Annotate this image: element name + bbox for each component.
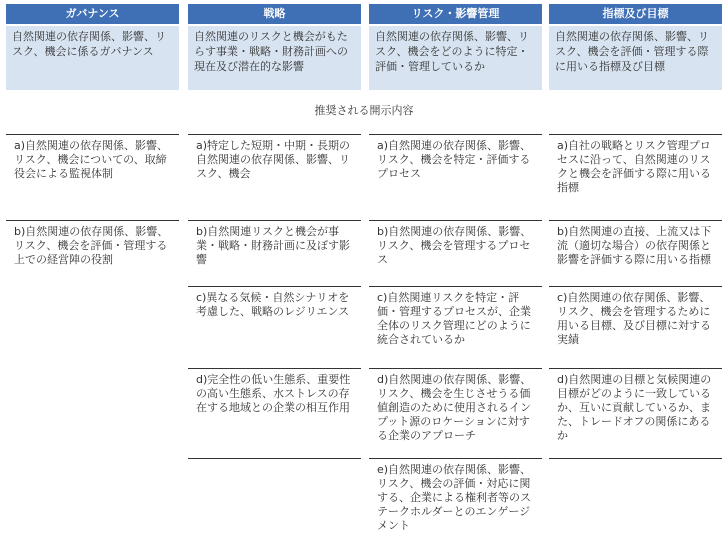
metrics-bottom-rule bbox=[549, 458, 722, 459]
header-risk-impact-management: リスク・影響管理 bbox=[369, 4, 542, 24]
strategy-disclosure-b: b)自然関連リスクと機会が事業・戦略・財務計画に及ぼす影響 bbox=[188, 220, 361, 286]
recommended-disclosures-label: 推奨される開示内容 bbox=[314, 104, 414, 117]
governance-disclosure-b: b)自然関連の依存関係、影響、リスク、機会を評価・管理する上での経営陣の役割 bbox=[6, 220, 179, 280]
metrics-disclosure-d: d)自然関連の目標と気候関連の目標がどのように一致しているか、互いに貢献しているか、また、トレードオフの関係にあるか bbox=[549, 368, 722, 458]
strategy-disclosure-d: d)完全性の低い生態系、重要性の高い生態系、水ストレスの存在する地域との企業の相互作用 bbox=[188, 368, 361, 458]
strategy-bottom-rule bbox=[188, 458, 361, 459]
governance-disclosure-a: a)自然関連の依存関係、影響、リスク、機会についての、取締役会による監視体制 bbox=[6, 134, 179, 220]
description-metrics-targets: 自然関連の依存関係、影響、リスク、機会を評価・管理する際に用いる指標及び目標 bbox=[549, 26, 722, 90]
risk-disclosure-e: e)自然関連の依存関係、影響、リスク、機会の評価・対応に関する、企業による権利者等のステークホルダーとのエンゲージメント bbox=[369, 458, 542, 535]
metrics-disclosure-a: a)自社の戦略とリスク管理プロセスに沿って、自然関連のリスクと機会を評価する際に用いる指標 bbox=[549, 134, 722, 220]
strategy-disclosure-a: a)特定した短期・中期・長期の自然関連の依存関係、影響、リスク、機会 bbox=[188, 134, 361, 220]
header-governance: ガバナンス bbox=[6, 4, 179, 24]
description-strategy: 自然関連のリスクと機会がもたらす事業・戦略・財務計画への現在及び潜在的な影響 bbox=[188, 26, 361, 90]
risk-disclosure-b: b)自然関連の依存関係、影響、リスク、機会を管理するプロセス bbox=[369, 220, 542, 286]
header-metrics-targets: 指標及び目標 bbox=[549, 4, 722, 24]
metrics-disclosure-c: c)自然関連の依存関係、影響、リスク、機会を管理するために用いる目標、及び目標に対する実績 bbox=[549, 286, 722, 368]
risk-disclosure-c: c)自然関連リスクを特定・評価・管理するプロセスが、企業全体のリスク管理にどのように統合されているか bbox=[369, 286, 542, 368]
risk-disclosure-d: d)自然関連の依存関係、影響、リスク、機会を生じさせうる価値創造のために使用されるインプット源のロケーションに対する企業のアプローチ bbox=[369, 368, 542, 458]
strategy-disclosure-c: c)異なる気候・自然シナリオを考慮した、戦略のレジリエンス bbox=[188, 286, 361, 368]
header-strategy: 戦略 bbox=[188, 4, 361, 24]
description-risk-impact-management: 自然関連の依存関係、影響、リスク、機会をどのように特定・評価・管理しているか bbox=[369, 26, 542, 90]
risk-disclosure-a: a)自然関連の依存関係、影響、リスク、機会を特定・評価するプロセス bbox=[369, 134, 542, 220]
metrics-disclosure-b: b)自然関連の直接、上流又は下流（適切な場合）の依存関係と影響を評価する際に用いる指標 bbox=[549, 220, 722, 286]
description-governance: 自然関連の依存関係、影響、リスク、機会に係るガバナンス bbox=[6, 26, 179, 90]
